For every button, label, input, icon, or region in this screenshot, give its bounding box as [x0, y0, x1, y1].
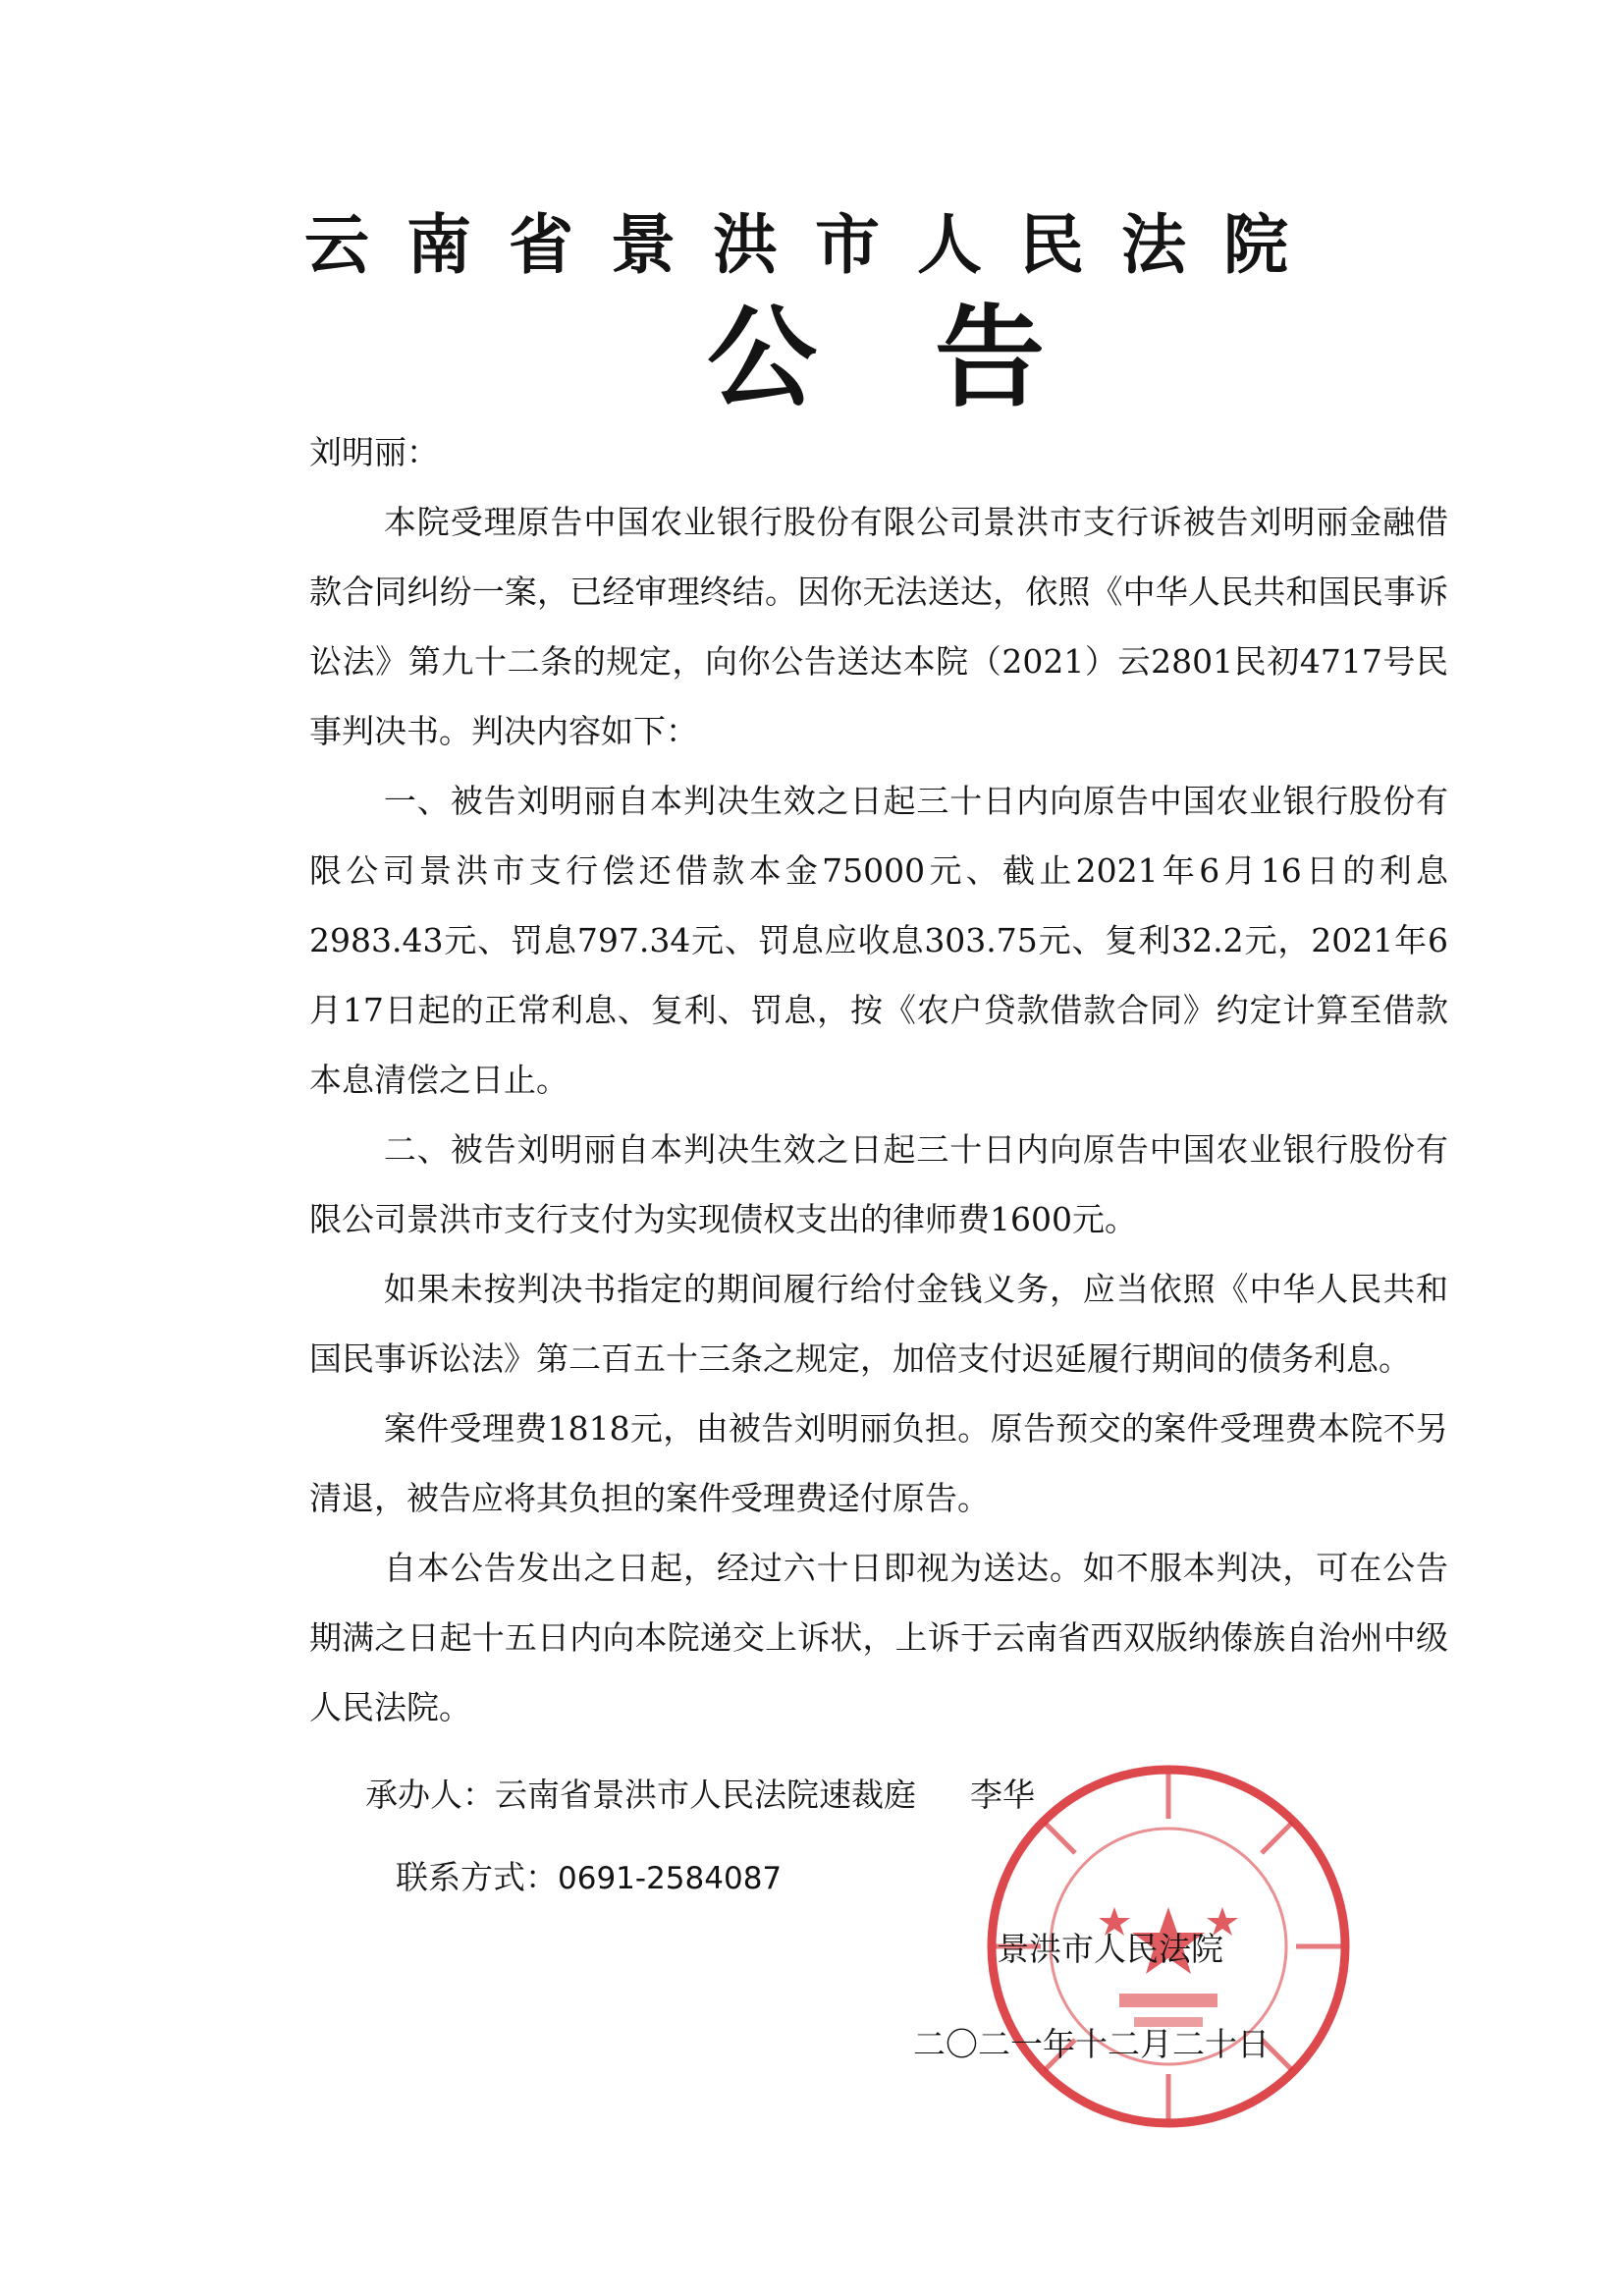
notice-body: [309, 417, 1448, 1742]
contact-line: [396, 1848, 782, 1908]
addressee: 刘明丽：: [309, 433, 439, 471]
handler-name: 李华: [970, 1776, 1035, 1814]
issue-date: 二〇二一年十二月二十日: [913, 2025, 1270, 2063]
handler-label: 承办人：云南省景洪市人民法院速裁庭: [365, 1776, 916, 1814]
court-name-heading: 云南省景洪市人民法院: [304, 207, 1325, 283]
paragraph-late-payment: 如果未按判决书指定的期间履行给付金钱义务，应当依照《中华人民共和国民事诉讼法》第二百五十三条之规定，加倍支付迟延履行期间的债务利息。: [309, 1270, 1448, 1378]
contact-phone: 0691-2584087: [558, 1861, 783, 1896]
paragraph-court-fee: 案件受理费1818元，由被告刘明丽负担。原告预交的案件受理费本院不另清退，被告应将其负担的案件受理费迳付原告。: [309, 1409, 1448, 1517]
issuing-court: 景洪市人民法院: [997, 1930, 1223, 1968]
paragraph-case-intro: 本院受理原告中国农业银行股份有限公司景洪市支行诉被告刘明丽金融借款合同纠纷一案，已经审理终结。因你无法送达，依照《中华人民共和国民事诉讼法》第九十二条的规定，向你公告送达本院（2021）云2801民初4717号民事判决书。判决内容如下：: [309, 503, 1448, 750]
paragraph-judgment-item-2: 二、被告刘明丽自本判决生效之日起三十日内向原告中国农业银行股份有限公司景洪市支行支付为实现债权支出的律师费1600元。: [309, 1130, 1448, 1238]
handler-line: [365, 1766, 1035, 1825]
paragraph-appeal: 自本公告发出之日起，经过六十日即视为送达。如不服本判决，可在公告期满之日起十五日内向本院递交上诉状，上诉于云南省西双版纳傣族自治州中级人民法院。: [309, 1549, 1448, 1726]
notice-title: 公告: [707, 295, 1163, 422]
paragraph-judgment-item-1: 一、被告刘明丽自本判决生效之日起三十日内向原告中国农业银行股份有限公司景洪市支行偿还借款本金75000元、截止2021年6月16日的利息2983.43元、罚息797.34元、罚息应收息303.75元、复利32.2元，2021年6月17日起的正常利息、复利、罚息，按《农户贷款借款合同》约定计算至借款本息清偿之日止。: [309, 782, 1448, 1099]
contact-label: 联系方式：: [396, 1858, 558, 1896]
